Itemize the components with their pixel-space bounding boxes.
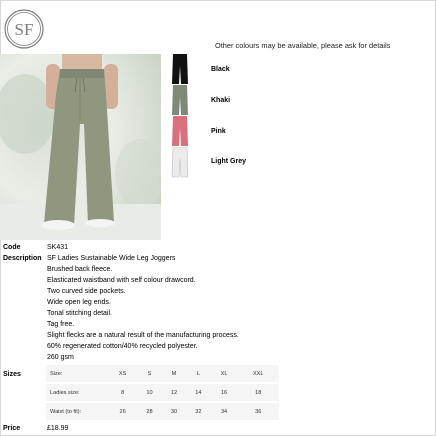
swatch-khaki-thumb[interactable] (171, 85, 189, 117)
table-cell: Waist (to fit): (46, 402, 108, 421)
size-table (46, 365, 279, 422)
availability-note: Other colours may be available, please ask for details (215, 41, 391, 50)
table-cell: 14 (186, 383, 210, 402)
table-cell: 28 (137, 402, 161, 421)
size-header-cell: XS (108, 365, 137, 383)
product-photo (0, 54, 161, 240)
table-cell: Ladies size: (46, 383, 108, 402)
size-header-cell: S (137, 365, 161, 383)
colour-label-black: Black (211, 66, 230, 73)
swatch-light-grey-thumb[interactable] (171, 147, 189, 179)
price-value: £18.99 (47, 425, 69, 432)
table-cell: 18 (237, 383, 279, 402)
table-cell: 16 (211, 383, 238, 402)
size-header-cell: M (162, 365, 186, 383)
size-table-header-row (46, 365, 279, 383)
size-header-cell: L (186, 365, 210, 383)
swatch-black-thumb[interactable] (171, 54, 189, 86)
description-line: Wide open leg ends. (47, 299, 111, 306)
table-row (46, 383, 279, 402)
size-header-cell: Size: (46, 365, 108, 383)
swatch-pink-thumb[interactable] (171, 116, 189, 148)
brand-logo-text: SF (14, 20, 34, 39)
description-line: Elasticated waistband with self colour drawcord. (47, 277, 196, 284)
description-line: SF Ladies Sustainable Wide Leg Joggers (47, 255, 176, 262)
table-cell: 12 (162, 383, 186, 402)
code-value: SK431 (47, 244, 69, 251)
description-line: 60% regenerated cotton/40% recycled polyester. (47, 343, 198, 350)
description-line: Tag free. (47, 321, 75, 328)
table-cell: 34 (211, 402, 238, 421)
description-line: Brushed back fleece. (47, 266, 113, 273)
description-label: Description (3, 255, 42, 262)
size-header-cell: XL (211, 365, 238, 383)
price-label: Price (3, 425, 21, 432)
table-cell: 30 (162, 402, 186, 421)
table-row (46, 402, 279, 421)
table-cell: 8 (108, 383, 137, 402)
table-cell: 26 (108, 402, 137, 421)
colour-label-pink: Pink (211, 128, 226, 135)
size-header-cell: XXL (237, 365, 279, 383)
sizes-label: Sizes (3, 371, 21, 378)
table-cell: 32 (186, 402, 210, 421)
description-line: Slight flecks are a natural result of the manufacturing process. (47, 332, 239, 339)
table-cell: 10 (137, 383, 161, 402)
description-line: Two curved side pockets. (47, 288, 126, 295)
brand-logo (4, 9, 44, 49)
table-cell: 36 (237, 402, 279, 421)
description-line: 260 gsm (47, 354, 74, 361)
code-label: Code (3, 244, 21, 251)
colour-label-light-grey: Light Grey (211, 158, 247, 165)
colour-label-khaki: Khaki (211, 97, 231, 104)
description-line: Tonal stitching detail. (47, 310, 112, 317)
